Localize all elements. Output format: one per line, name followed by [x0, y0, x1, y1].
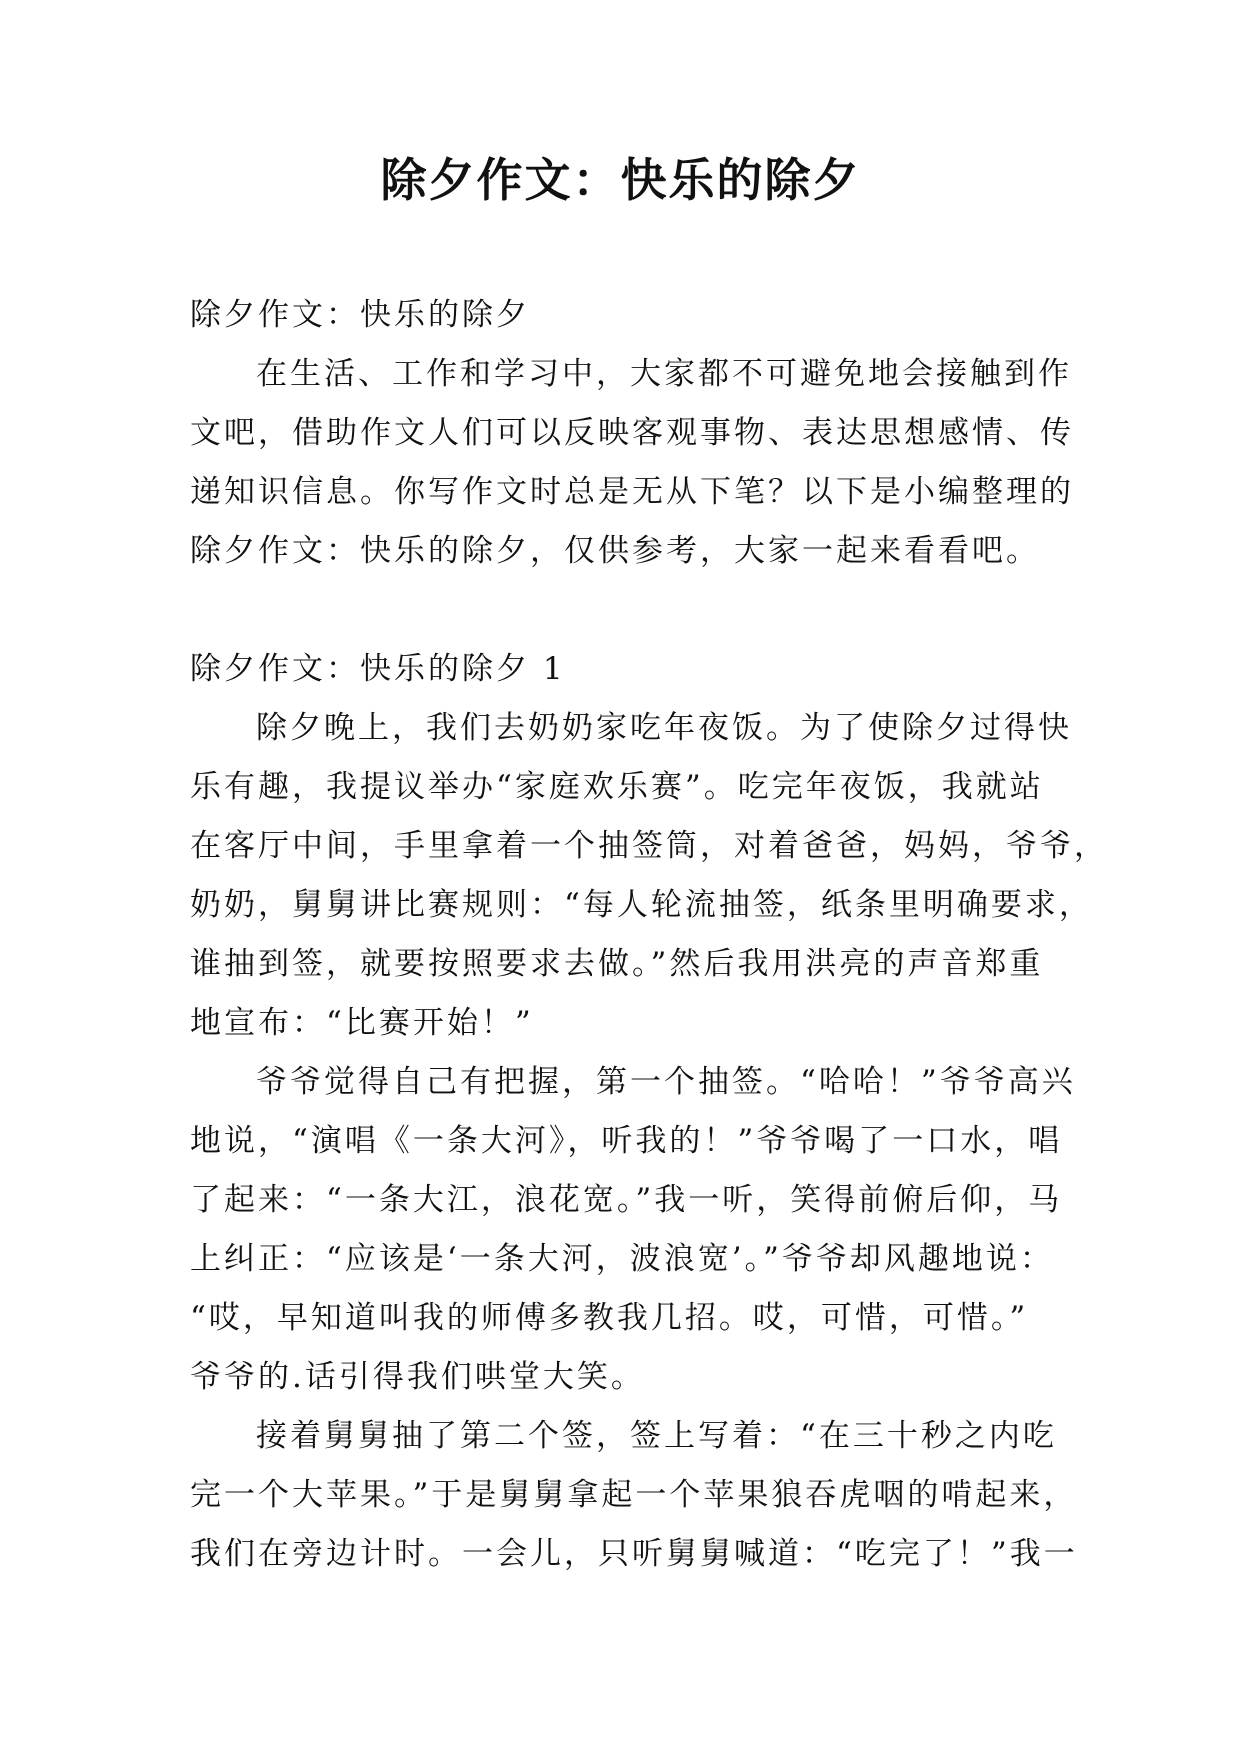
- paragraph-line: 了起来：“一条大江，浪花宽。”我一听，笑得前俯后仰，马: [190, 1182, 1063, 1218]
- document-body: [190, 286, 1108, 1584]
- paragraph-line: 地宣布：“比赛开始！”: [190, 1005, 534, 1041]
- article-heading: 除夕作文：快乐的除夕: [190, 297, 530, 333]
- paragraph-line: 在客厅中间，手里拿着一个抽签筒，对着爸爸，妈妈，爷爷，: [190, 828, 1108, 864]
- paragraph-line: 除夕作文：快乐的除夕，仅供参考，大家一起来看看吧。: [190, 533, 1040, 569]
- paragraph-line: “哎，早知道叫我的师傅多教我几招。哎，可惜，可惜。”: [190, 1300, 1029, 1336]
- intro-paragraph: [190, 345, 1090, 581]
- paragraph-line: 奶奶，舅舅讲比赛规则：“每人轮流抽签，纸条里明确要求，: [190, 887, 1093, 923]
- paragraph-line: 地说，“演唱《一条大河》，听我的！”爷爷喝了一口水，唱: [190, 1123, 1063, 1159]
- paragraph-line: 递知识信息。你写作文时总是无从下笔？以下是小编整理的: [190, 474, 1074, 510]
- paragraph-line: 爷爷觉得自己有把握，第一个抽签。“哈哈！”爷爷高兴: [256, 1064, 1076, 1100]
- story-paragraph-3: [190, 1407, 1090, 1584]
- paragraph-line: 除夕晚上，我们去奶奶家吃年夜饭。为了使除夕过得快: [256, 710, 1072, 746]
- section-heading: 除夕作文：快乐的除夕 1: [190, 651, 566, 687]
- paragraph-line: 我们在旁边计时。一会儿，只听舅舅喊道：“吃完了！”我一: [190, 1536, 1078, 1572]
- story-paragraph-2: [190, 1053, 1090, 1407]
- paragraph-line: 完一个大苹果。”于是舅舅拿起一个苹果狼吞虎咽的啃起来，: [190, 1477, 1078, 1513]
- paragraph-line: 接着舅舅抽了第二个签，签上写着：“在三十秒之内吃: [256, 1418, 1057, 1454]
- story-paragraph-1: [190, 699, 1108, 1053]
- paragraph-line: 谁抽到签，就要按照要求去做。”然后我用洪亮的声音郑重: [190, 946, 1044, 982]
- paragraph-line: 在生活、工作和学习中，大家都不可避免地会接触到作: [256, 356, 1072, 392]
- paragraph-line: 乐有趣，我提议举办“家庭欢乐赛”。吃完年夜饭，我就站: [190, 769, 1044, 805]
- paragraph-line: 爷爷的.话引得我们哄堂大笑。: [190, 1359, 645, 1395]
- paragraph-line: 上纠正：“应该是‘一条大河，波浪宽’。”爷爷却风趣地说：: [190, 1241, 1054, 1277]
- blank-line: [190, 581, 1090, 640]
- paragraph-line: 文吧，借助作文人们可以反映客观事物、表达思想感情、传: [190, 415, 1074, 451]
- document-title: 除夕作文：快乐的除夕: [380, 153, 861, 207]
